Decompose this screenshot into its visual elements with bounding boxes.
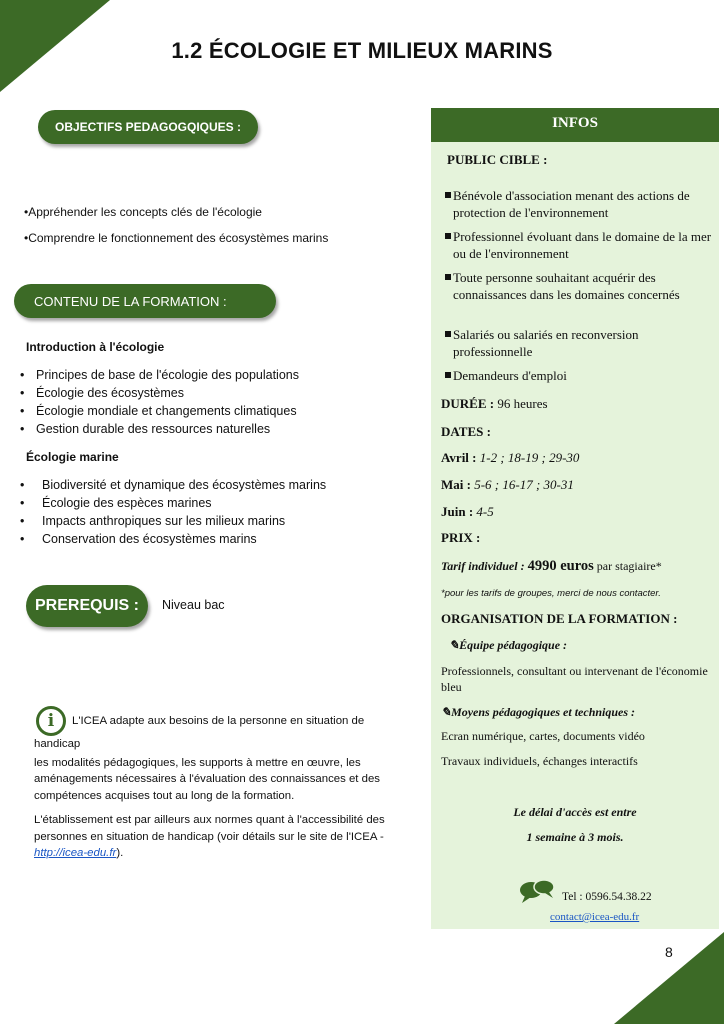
email-link[interactable]: contact@icea-edu.fr bbox=[550, 911, 640, 923]
public-item: Toute personne souhaitant acquérir des connaissances dans les domaines concernés bbox=[441, 270, 715, 303]
dates-label: DATES : bbox=[441, 424, 491, 439]
list-item: • Principes de base de l'écologie des populations bbox=[20, 366, 299, 384]
chat-bubbles-icon bbox=[519, 878, 555, 906]
infos-panel bbox=[431, 108, 719, 929]
objective-item: •Appréhender les concepts clés de l'écologie bbox=[24, 205, 262, 219]
objective-item: •Comprendre le fonctionnement des écosystèmes marins bbox=[24, 231, 329, 245]
tool-icon: ✎ bbox=[441, 705, 452, 719]
public-label: PUBLIC CIBLE : bbox=[447, 152, 548, 167]
list-item: • Gestion durable des ressources naturelles bbox=[20, 420, 299, 438]
info-icon: i bbox=[36, 706, 66, 736]
phone: Tel : 0596.54.38.22 bbox=[562, 891, 652, 903]
objectives-label: OBJECTIFS PEDAGOGQIQUES : bbox=[38, 110, 258, 144]
infos-header: INFOS bbox=[431, 108, 719, 142]
public-item: Bénévole d'association menant des actions de protection de l'environnement bbox=[441, 188, 715, 221]
list-item: • Conservation des écosystèmes marins bbox=[20, 530, 326, 548]
list-item: • Écologie des écosystèmes bbox=[20, 384, 299, 402]
delai-line: 1 semaine à 3 mois. bbox=[526, 830, 624, 844]
delai-line: Le délai d'accès est entre bbox=[513, 805, 637, 819]
list-item: • Impacts anthropiques sur les milieux marins bbox=[20, 512, 326, 530]
tool-icon: ✎ bbox=[449, 638, 460, 652]
page-number: 8 bbox=[665, 944, 673, 960]
tarif: Tarif individuel : 4990 euros par stagiaire* bbox=[441, 558, 662, 574]
public-item: Professionnel évoluant dans le domaine de la mer ou de l'environnement bbox=[441, 229, 715, 262]
page-title: 1.2 ÉCOLOGIE ET MILIEUX MARINS bbox=[171, 38, 553, 63]
section-list-marine bbox=[20, 476, 326, 548]
moyens-text: Travaux individuels, échanges interactifs bbox=[441, 754, 638, 768]
section-title-marine: Écologie marine bbox=[26, 450, 119, 464]
prereq-label: PREREQUIS : bbox=[26, 585, 148, 627]
date-row: Avril : 1-2 ; 18-19 ; 29-30 bbox=[441, 450, 580, 465]
date-row: Juin : 4-5 bbox=[441, 504, 494, 519]
equipe-label: ✎Équipe pédagogique : bbox=[449, 638, 568, 652]
icea-link[interactable]: http://icea-edu.fr bbox=[34, 847, 117, 859]
date-row: Mai : 5-6 ; 16-17 ; 30-31 bbox=[441, 477, 574, 492]
list-item: • Écologie mondiale et changements climatiques bbox=[20, 402, 299, 420]
objectives-list bbox=[24, 205, 328, 257]
moyens-label: ✎Moyens pédagogiques et techniques : bbox=[441, 705, 636, 719]
list-item: • Écologie des espèces marines bbox=[20, 494, 326, 512]
public-item: Demandeurs d'emploi bbox=[441, 368, 715, 385]
moyens-text: Ecran numérique, cartes, documents vidéo bbox=[441, 729, 645, 743]
tarif-note: *pour les tarifs de groupes, merci de nous contacter. bbox=[441, 588, 661, 599]
duree: DURÉE : 96 heures bbox=[441, 396, 548, 411]
prix-label: PRIX : bbox=[441, 530, 481, 545]
section-title-intro: Introduction à l'écologie bbox=[26, 340, 165, 354]
equipe-text: Professionnels, consultant ou intervenant de l'économie bleu bbox=[441, 664, 708, 694]
prereq-value: Niveau bac bbox=[162, 598, 225, 612]
public-item: Salariés ou salariés en reconversion professionnelle bbox=[441, 327, 715, 360]
list-item: • Biodiversité et dynamique des écosystèmes marins bbox=[20, 476, 326, 494]
content-label: CONTENU DE LA FORMATION : bbox=[14, 284, 276, 318]
orga-label: ORGANISATION DE LA FORMATION : bbox=[441, 611, 678, 626]
section-list-intro bbox=[20, 366, 299, 438]
accessibility-note: i L'ICEA adapte aux besoins de la personne en situation de handicap les modalités pédagogiques, les supports à mettre en œuvre, les aménagements nécessaires à l'évaluation des connaissances et des compétences acquises tout au long de la formation. L'établissement est par ailleurs aux normes quant à l'accessibilité des personnes en situation de handicap (voir détails sur le site de l'ICEA - http://icea-edu.fr). bbox=[34, 706, 392, 870]
